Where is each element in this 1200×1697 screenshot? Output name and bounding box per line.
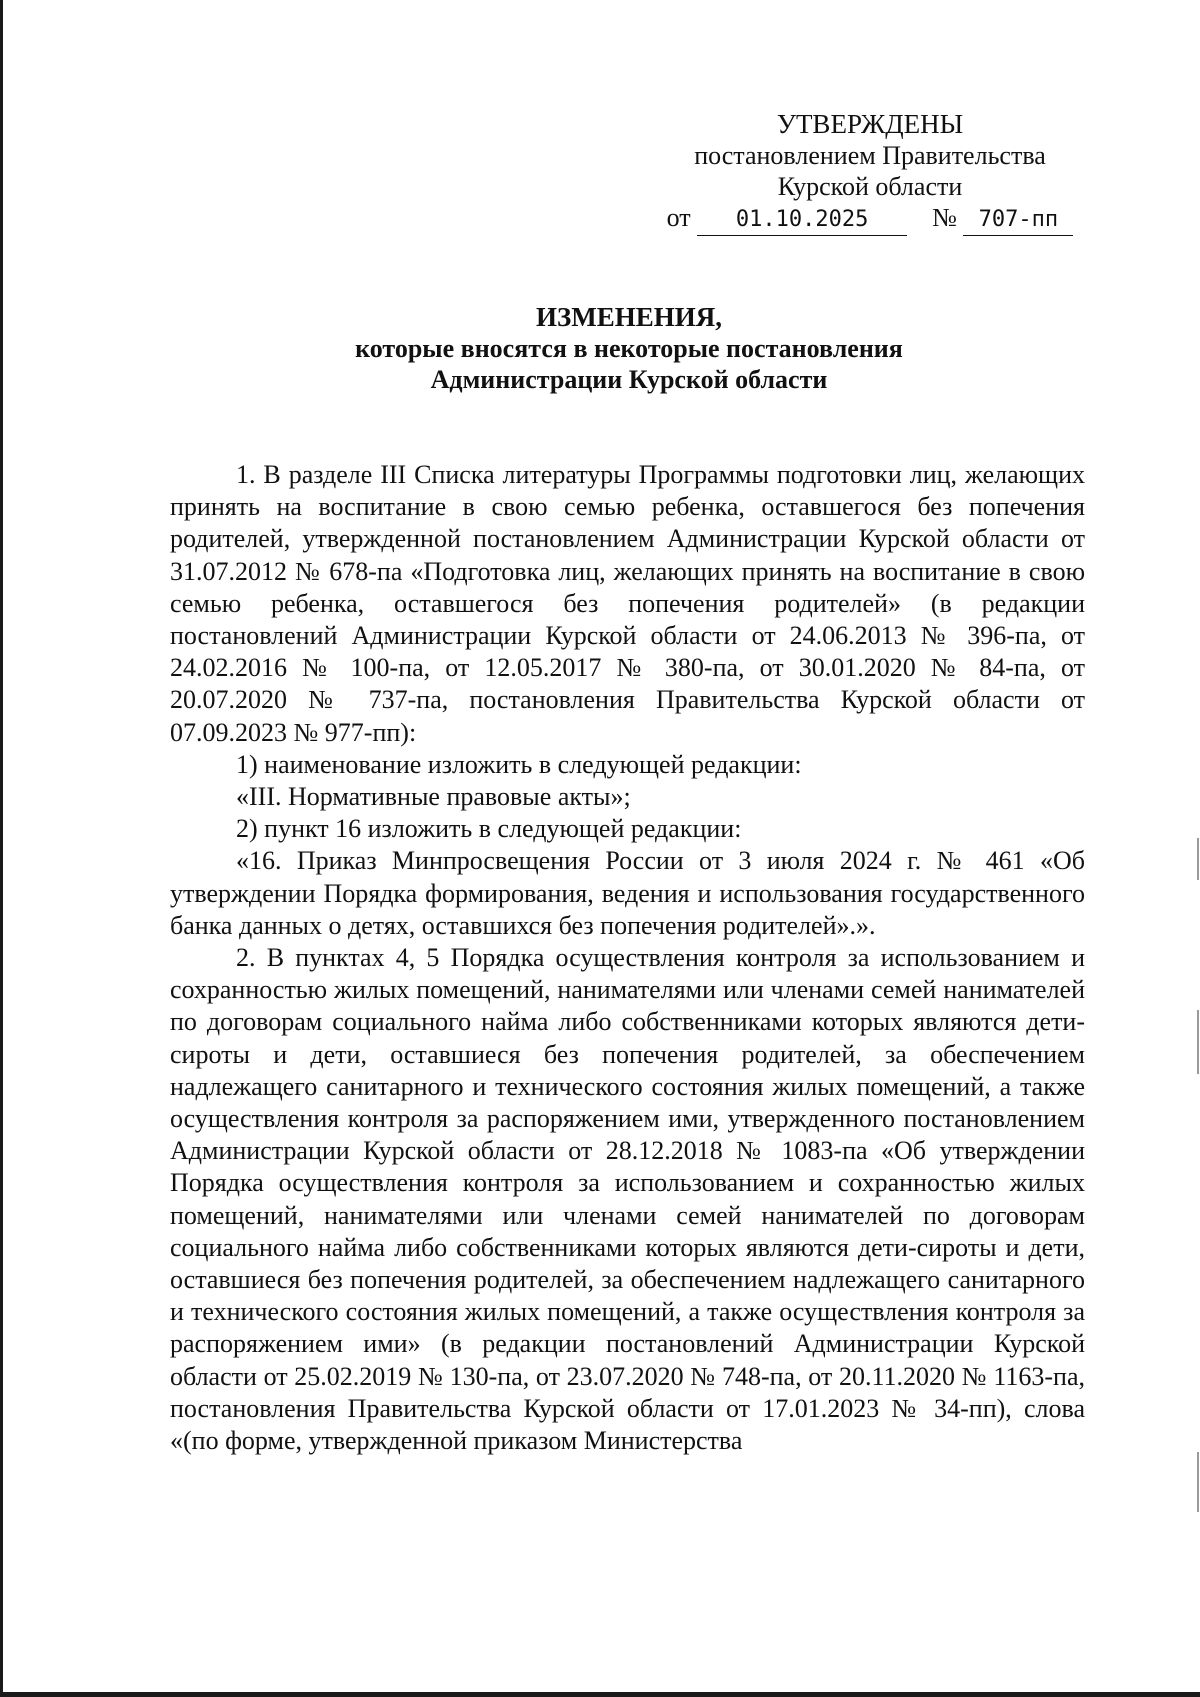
- date-prefix: от: [666, 203, 691, 232]
- approval-number: 707-пп: [963, 204, 1073, 236]
- paragraph: 2. В пунктах 4, 5 Порядка осуществления контроля за использованием и сохранностью жилых помещений, нанимателями или членами семей нанимателей по договорам социального найма либо собственниками которых являются дети-сироты и дети, оставшиеся без попечения родителей, за обеспечением надлежащего санитарного и технического состояния жилых помещений, а также осуществления контроля за распоряжением ими, утвержденного постановлением Администрации Курской области от 28.12.2018 № 1083-па «Об утверждении Порядка осуществления контроля за использованием и сохранностью жилых помещений, нанимателями или членами семей нанимателей по договорам социального найма либо собственниками которых являются дети-сироты и дети, оставшиеся без попечения родителей, за обеспечением надлежащего санитарного и технического состояния жилых помещений, а также осуществления контроля за распоряжением ими» (в редакции постановлений Администрации Курской области от 25.02.2019 № 130-па, от 23.07.2020 № 748-па, от 20.11.2020 № 1163-па, постановления Правительства Курской области от 17.01.2023 № 34-пп), слова «(по форме, утвержденной приказом Министерства: [170, 943, 1085, 1456]
- approval-date: 01.10.2025: [697, 204, 907, 236]
- scan-mark: [1197, 1452, 1199, 1512]
- approval-line: постановлением Правительства: [694, 141, 1046, 170]
- approval-stamp: УТВЕРЖДЕНЫ: [776, 109, 964, 139]
- scan-border-bottom: [0, 1692, 1200, 1697]
- number-prefix: №: [932, 203, 957, 232]
- paragraph: «16. Приказ Минпросвещения России от 3 июля 2024 г. № 461 «Об утверждении Порядка формирования, ведения и использования государственного банка данных о детях, оставшихся без попечения родителей».».: [170, 846, 1085, 940]
- scan-mark: [1197, 838, 1199, 880]
- scan-mark: [1197, 1010, 1199, 1074]
- approval-line: Курской области: [777, 172, 963, 201]
- document-subtitle: Администрации Курской области: [430, 365, 828, 394]
- document-title: ИЗМЕНЕНИЯ,: [535, 302, 722, 332]
- paragraph: 2) пункт 16 изложить в следующей редакции:: [236, 814, 742, 844]
- paragraph: 1) наименование изложить в следующей редакции:: [236, 749, 802, 779]
- scan-border-left: [0, 0, 3, 1697]
- paragraph: 1. В разделе III Списка литературы Программы подготовки лиц, желающих принять на воспитание в свою семью ребенка, оставшегося без попечения родителей, утвержденной постановлением Администрации Курской области от 31.07.2012 № 678-па «Подготовка лиц, желающих принять на воспитание в свою семью ребенка, оставшегося без попечения родителей» (в редакции постановлений Администрации Курской области от 24.06.2013 № 396-па, от 24.02.2016 № 100-па, от 12.05.2017 № 380-па, от 30.01.2020 № 84-па, от 20.07.2020 № 737-па, постановления Правительства Курской области от 07.09.2023 № 977-пп):: [170, 460, 1085, 747]
- paragraph: «III. Нормативные правовые акты»;: [236, 782, 631, 812]
- approval-block: [640, 109, 1100, 236]
- document-body: [170, 459, 1085, 1457]
- document-heading: [150, 302, 1108, 395]
- approval-date-number: [640, 202, 1100, 236]
- document-subtitle: которые вносятся в некоторые постановления: [355, 334, 903, 363]
